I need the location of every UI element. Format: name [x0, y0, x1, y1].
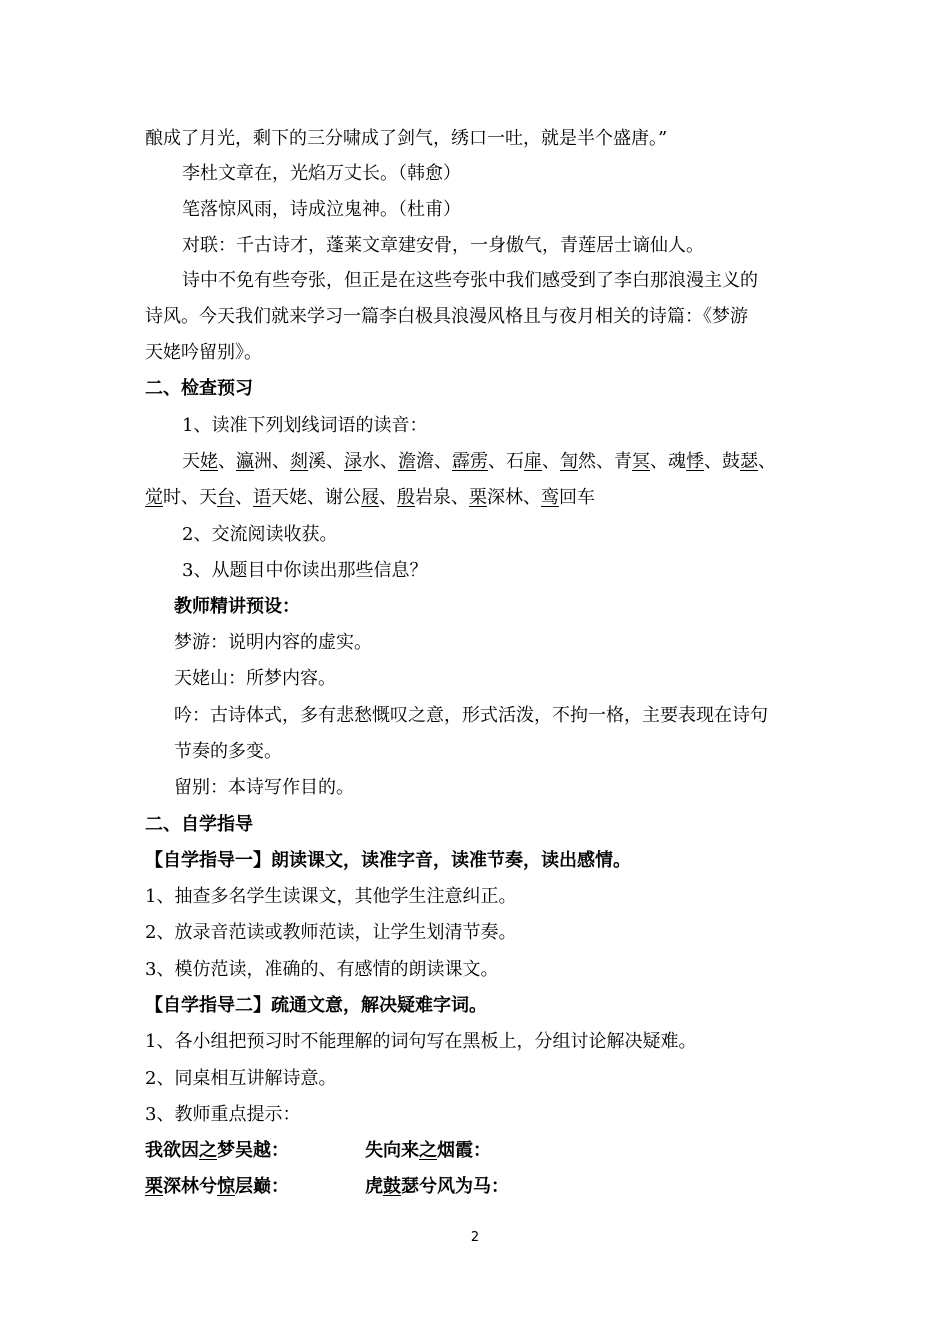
teacher-heading: 教师精讲预设：	[174, 596, 300, 617]
vocab-word: 殷岩泉、	[397, 487, 469, 508]
phrase-row-1	[145, 1136, 845, 1166]
vocab-word: 谢公屐、	[325, 487, 397, 508]
list-item: 2、同桌相互讲解诗意。	[145, 1068, 337, 1089]
quote-han-yu: 李杜文章在，光焰万丈长。（韩愈）	[182, 163, 461, 184]
vocab-word: 语天姥、	[253, 487, 325, 508]
teacher-note: 节奏的多变。	[174, 741, 282, 762]
vocab-word: 澹澹、	[398, 451, 452, 472]
phrase: 我欲因之梦吴越：	[145, 1140, 289, 1161]
vocab-word: 青冥、	[614, 451, 668, 472]
vocab-word: 魂悸、	[668, 451, 722, 472]
list-item: 3、教师重点提示：	[145, 1104, 301, 1125]
vocab-word: 天台、	[199, 487, 253, 508]
guide-two-heading: 【自学指导二】疏通文意，解决疑难字词。	[145, 995, 487, 1016]
section-heading-guide: 二、自学指导	[145, 814, 253, 835]
list-item: 3、从题目中你读出那些信息？	[182, 560, 428, 581]
section-heading-preview: 二、检查预习	[145, 378, 253, 399]
guide-one-heading: 【自学指导一】朗读课文，读准字音，读准节奏，读出感情。	[145, 850, 631, 871]
list-item: 2、交流阅读收获。	[182, 524, 338, 545]
teacher-note: 留别：本诗写作目的。	[174, 777, 354, 798]
phrase: 栗深林兮惊层巅：	[145, 1176, 289, 1197]
paragraph-line: 诗风。今天我们就来学习一篇李白极具浪漫风格且与夜月相关的诗篇：《梦游	[145, 306, 748, 327]
vocab-word: 石扉、	[506, 451, 560, 472]
list-item: 2、放录音范读或教师范读，让学生划清节奏。	[145, 922, 517, 943]
phrase: 虎鼓瑟兮风为马：	[365, 1176, 509, 1197]
vocab-word: 訇然、	[560, 451, 614, 472]
quote-du-fu: 笔落惊风雨，诗成泣鬼神。（杜甫）	[182, 199, 461, 220]
vocab-word: 栗深林、	[469, 487, 541, 508]
paragraph-line: 酿成了月光，剩下的三分啸成了剑气，绣口一吐，就是半个盛唐。”	[145, 128, 668, 149]
vocab-line-2	[145, 483, 845, 513]
vocab-line-1	[182, 447, 882, 477]
teacher-note: 吟：古诗体式，多有悲愁慨叹之意，形式活泼，不拘一格，主要表现在诗句	[174, 705, 768, 726]
paragraph-line: 诗中不免有些夸张，但正是在这些夸张中我们感受到了李白那浪漫主义的	[182, 270, 758, 291]
vocab-word: 瀛洲、	[236, 451, 290, 472]
vocab-word: 鸾回车	[541, 487, 595, 508]
vocab-word: 天姥、	[182, 451, 236, 472]
vocab-word: 剡溪、	[290, 451, 344, 472]
vocab-word: 霹雳、	[452, 451, 506, 472]
list-item: 3、模仿范读，准确的、有感情的朗读课文。	[145, 959, 499, 980]
phrase: 失向来之烟霞：	[365, 1140, 491, 1161]
teacher-note: 天姥山：所梦内容。	[174, 668, 336, 689]
page-number: 2	[470, 1230, 480, 1245]
list-item: 1、读准下列划线词语的读音：	[182, 415, 428, 436]
vocab-word: 鼓瑟、	[722, 451, 776, 472]
phrase-row-2	[145, 1172, 845, 1202]
paragraph-line: 天姥吟留别》。	[145, 342, 262, 363]
list-item: 1、抽查多名学生读课文，其他学生注意纠正。	[145, 886, 517, 907]
teacher-note: 梦游：说明内容的虚实。	[174, 632, 372, 653]
couplet-line: 对联：千古诗才，蓬莱文章建安骨，一身傲气，青莲居士谪仙人。	[182, 235, 704, 256]
list-item: 1、各小组把预习时不能理解的词句写在黑板上，分组讨论解决疑难。	[145, 1031, 697, 1052]
vocab-word: 渌水、	[344, 451, 398, 472]
vocab-word: 觉时、	[145, 487, 199, 508]
